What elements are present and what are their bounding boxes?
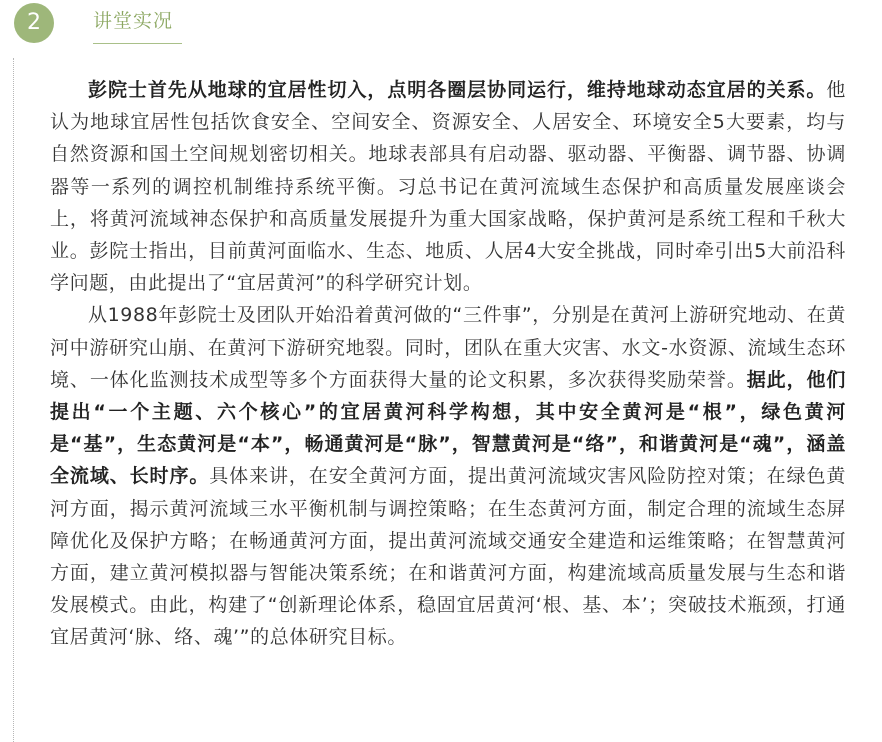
paragraph-2-text-before: 从1988年彭院士及团队开始沿着黄河做的“三件事”，分别是在黄河上游研究地动、在黄河中游研究山崩、在黄河下游研究地裂。同时，团队在重大灾害、水文-水资源、流域生态环境、一体化监测技术成型等多个方面获得大量的论文积累，多次获得奖励荣誉。	[50, 304, 846, 391]
section-number-badge: 2	[14, 3, 54, 43]
article-body	[50, 74, 846, 654]
paragraph-1-text: 他认为地球宜居性包括饮食安全、空间安全、资源安全、人居安全、环境安全5大要素，均与自然资源和国土空间规划密切相关。地球表部具有启动器、驱动器、平衡器、调节器、协调器等一系列的调控机制维持系统平衡。习总书记在黄河流域生态保护和高质量发展座谈会上，将黄河流域神态保护和高质量发展提升为重大国家战略，保护黄河是系统工程和千秋大业。彭院士指出，目前黄河面临水、生态、地质、人居4大安全挑战，同时牵引出5大前沿科学问题，由此提出了“宜居黄河”的科学研究计划。	[50, 79, 846, 295]
paragraph-2	[50, 299, 846, 653]
paragraph-2-bold-middle: 据此，他们提出“一个主题、六个核心”的宜居黄河科学构想，其中安全黄河是“根”，绿色黄河是“基”，生态黄河是“本”，畅通黄河是“脉”，智慧黄河是“络”，和谐黄河是“魂”，涵盖全流域、长时序。	[50, 368, 846, 488]
paragraph-1	[50, 74, 846, 299]
timeline-dotted-line	[13, 58, 14, 742]
paragraph-2-text-after: 具体来讲，在安全黄河方面，提出黄河流域灾害风险防控对策；在绿色黄河方面，揭示黄河流域三水平衡机制与调控策略；在生态黄河方面，制定合理的流域生态屏障优化及保护方略；在畅通黄河方面，提出黄河流域交通安全建造和运维策略；在智慧黄河方面，建立黄河模拟器与智能决策系统；在和谐黄河方面，构建流域高质量发展与生态和谐发展模式。由此，构建了“创新理论体系，稳固宜居黄河‘根、基、本’；突破技术瓶颈，打通宜居黄河‘脉、络、魂’”的总体研究目标。	[50, 465, 846, 649]
section-title: 讲堂实况	[93, 10, 174, 32]
paragraph-1-bold-lead: 彭院士首先从地球的宜居性切入，点明各圈层协同运行，维持地球动态宜居的关系。	[88, 79, 827, 101]
title-underline	[93, 43, 182, 44]
